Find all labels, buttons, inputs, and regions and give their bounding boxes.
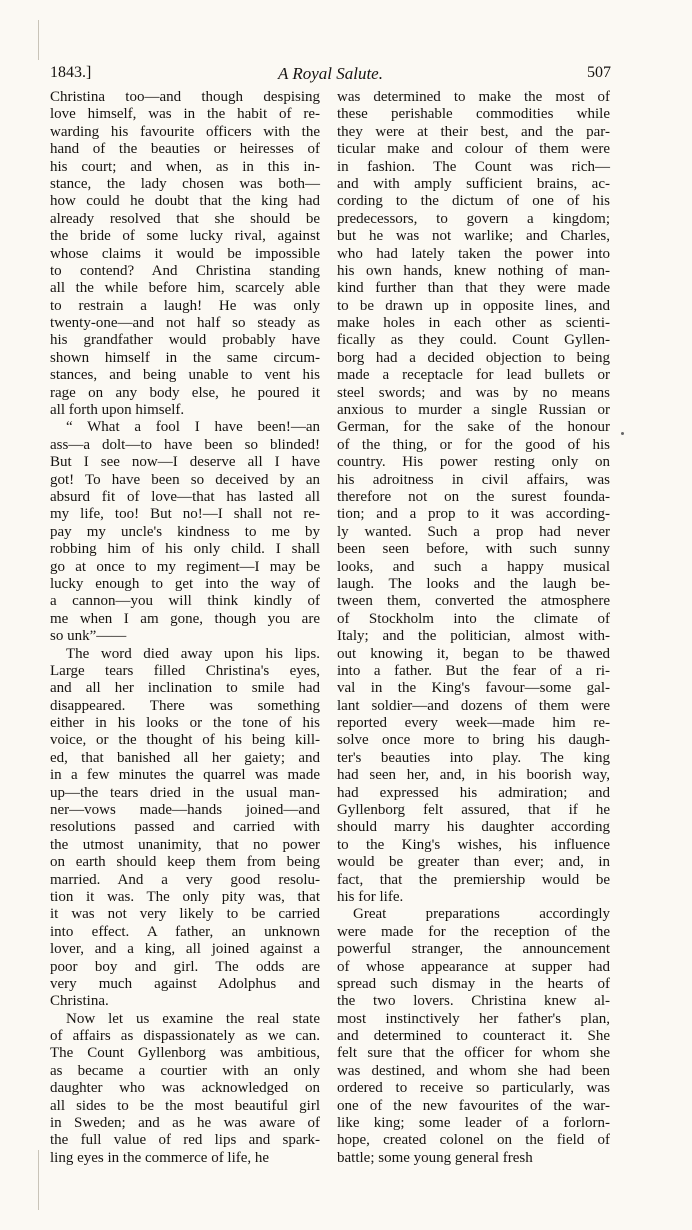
text-line: they were at their best, and the par- [337, 123, 610, 140]
text-line: would be greater than ever; and, in [337, 854, 610, 871]
right-text-column [337, 89, 610, 1167]
text-line: fact, that the premiership would be [337, 871, 610, 888]
page-number: 507 [587, 64, 611, 81]
text-line: Great preparations accordingly [353, 906, 610, 923]
text-line: his grandfather would probably have [50, 332, 320, 349]
text-line: rage on any body else, he poured it [50, 384, 320, 401]
text-line: and with amply sufficient brains, ac- [337, 175, 610, 192]
text-line: one of the new favourites of the war- [337, 1097, 610, 1114]
text-line: “ What a fool I have been!—an [66, 419, 320, 436]
text-line: to restrain a laugh! He was only [50, 297, 320, 314]
text-line: therefore not on the surest founda- [337, 488, 610, 505]
text-line: who had lately taken the power into [337, 245, 610, 262]
text-line: ticular make and colour of them were [337, 141, 610, 158]
text-line: all forth upon himself. [50, 402, 185, 419]
text-line: should marry his daughter according [337, 819, 610, 836]
text-line: his own hands, knew nothing of man- [337, 262, 610, 279]
text-line: to contend? And Christina standing [50, 262, 320, 279]
text-line: The Count Gyllenborg was ambitious, [50, 1045, 320, 1062]
text-line: make holes in each other as scienti- [337, 315, 610, 332]
text-line: twenty-one—and not half so steady as [50, 315, 320, 332]
text-line: ass—a dolt—to have been so blinded! [50, 436, 320, 453]
text-line: ling eyes in the commerce of life, he [50, 1149, 270, 1166]
text-line: looks, and such a happy musical [337, 558, 610, 575]
text-line: tion; and a prop to it was according- [337, 506, 610, 523]
text-line: robbing him of his only child. I shall [50, 541, 320, 558]
text-line: laugh. The looks and the laugh be- [337, 575, 610, 592]
text-line: ly wanted. Such a prop had never [337, 523, 610, 540]
text-line: cording to the dictum of one of his [337, 193, 610, 210]
text-line: country. His power resting only on [337, 454, 610, 471]
text-line: shown himself in the same circum- [50, 349, 320, 366]
text-line: got! To have been so deceived by an [50, 471, 320, 488]
text-line: my life, too! But no!—I shall not re- [50, 506, 320, 523]
text-line: poor boy and girl. The odds are [50, 958, 320, 975]
text-line: up—the tears dried in the usual man- [50, 784, 320, 801]
text-line: in a few minutes the quarrel was made [50, 767, 320, 784]
text-line: of whose appearance at supper had [337, 958, 610, 975]
text-line: out knowing it, began to be thawed [337, 645, 610, 662]
text-line: in Sweden; and as he was aware of [50, 1115, 320, 1132]
text-line: into effect. A father, an unknown [50, 923, 320, 940]
text-line: these perishable commodities while [337, 106, 610, 123]
text-line: of affairs as dispassionately as we can. [50, 1028, 320, 1045]
text-line: voice, or the thought of his being kill- [50, 732, 320, 749]
text-line: the bride of some lucky rival, against [50, 228, 320, 245]
text-line: his for life. [337, 888, 404, 905]
text-line: lover, and a king, all joined against a [50, 941, 320, 958]
text-line: the full value of red lips and spark- [50, 1132, 320, 1149]
text-line: very much against Adolphus and [50, 975, 320, 992]
text-line: married. And a very good resolu- [50, 871, 320, 888]
header-year: 1843.] [50, 64, 92, 81]
text-line: Now let us examine the real state [66, 1010, 320, 1027]
text-line: battle; some young general fresh [337, 1149, 533, 1166]
text-line: ner—vows made—hands joined—and [50, 802, 320, 819]
text-line: solve once more to bring his daugh- [337, 732, 610, 749]
text-line: German, for the sake of the honour [337, 419, 610, 436]
text-line: reported every week—made him re- [337, 715, 610, 732]
page-edge-shadow [38, 20, 39, 60]
text-line: ter's beauties into play. The king [337, 749, 610, 766]
text-line: Christina. [50, 993, 109, 1010]
running-header [50, 64, 611, 86]
text-line: of the thing, or for the good of his [337, 436, 610, 453]
text-line: hand of the beauties or heiresses of [50, 141, 320, 158]
text-line: tween them, converted the atmosphere [337, 593, 610, 610]
text-line: lucky enough to get into the way of [50, 575, 320, 592]
text-line: a cannon—you will think kindly of [50, 593, 320, 610]
text-line: tion it was. The only pity was, that [50, 888, 320, 905]
text-line: anxious to murder a single Russian or [337, 402, 610, 419]
text-line: and determined to counteract it. She [337, 1028, 610, 1045]
text-line: The word died away upon his lips. [66, 645, 320, 662]
text-line: Italy; and the politician, almost with- [337, 628, 610, 645]
text-line: already resolved that she should be [50, 210, 320, 227]
text-line: into a father. But the fear of a ri- [337, 662, 610, 679]
margin-speck [621, 432, 624, 435]
text-line: most instinctively her father's plan, [337, 1010, 610, 1027]
text-line: Christina too—and though despising [50, 89, 320, 105]
text-line: val in the King's favour—some gal- [337, 680, 610, 697]
text-line: in fashion. The Count was rich— [337, 158, 610, 175]
text-line: But I see now—I deserve all I have [50, 454, 320, 471]
text-line: steel swords; and was by no means [337, 384, 610, 401]
text-line: daughter who was acknowledged on [50, 1080, 320, 1097]
text-line: whose claims it would be impossible [50, 245, 320, 262]
text-line: ed, that banished all her gaiety; and [50, 749, 320, 766]
page-edge-shadow-lower [38, 1150, 39, 1210]
text-line: it was not very likely to be carried [50, 906, 320, 923]
text-line: predecessors, to govern a kingdom; [337, 210, 610, 227]
text-line: like king; some leader of a forlorn- [337, 1115, 610, 1132]
text-line: stance, the lady chosen was both— [50, 175, 320, 192]
text-line: ordered to receive so particularly, was [337, 1080, 610, 1097]
text-line: had expressed his admiration; and [337, 784, 610, 801]
text-line: Large tears filled Christina's eyes, [50, 662, 320, 679]
text-line: all the while before him, scarcely able [50, 280, 320, 297]
text-line: felt sure that the officer for whom she [337, 1045, 610, 1062]
text-line: powerful stranger, the announcement [337, 941, 610, 958]
text-line: of Stockholm into the climate of [337, 610, 610, 627]
text-line: his court; and when, as in this in- [50, 158, 320, 175]
text-line: was determined to make the most of [337, 89, 610, 105]
text-line: fically as they could. Count Gyllen- [337, 332, 610, 349]
text-line: to be drawn up in opposite lines, and [337, 297, 610, 314]
text-line: lant soldier—and dozens of them were [337, 697, 610, 714]
text-line: and all her inclination to smile had [50, 680, 320, 697]
header-title: A Royal Salute. [278, 64, 383, 83]
text-line: his adroitness in civil affairs, was [337, 471, 610, 488]
text-line: how could he doubt that the king had [50, 193, 320, 210]
text-line: so unk”—— [50, 628, 127, 645]
text-line: either in his looks or the tone of his [50, 715, 320, 732]
text-line: all sides to be the most beautiful girl [50, 1097, 320, 1114]
left-text-column [50, 89, 320, 1167]
text-line: borg had a decided objection to being [337, 349, 610, 366]
text-line: the utmost unanimity, that no power [50, 836, 320, 853]
text-line: resolutions passed and carried with [50, 819, 320, 836]
text-line: was destined, and whom she had been [337, 1062, 610, 1079]
text-line: go at once to my regiment—I may be [50, 558, 320, 575]
text-line: Gyllenborg felt assured, that if he [337, 802, 610, 819]
text-line: made a receptacle for lead bullets or [337, 367, 610, 384]
text-line: disappeared. There was something [50, 697, 320, 714]
text-line: had seen her, and, in his boorish way, [337, 767, 610, 784]
text-line: on earth should keep them from being [50, 854, 320, 871]
text-line: but he was not warlike; and Charles, [337, 228, 610, 245]
text-line: warding his favourite officers with the [50, 123, 320, 140]
text-line: the two lovers. Christina knew al- [337, 993, 610, 1010]
text-line: as became a courtier with an only [50, 1062, 320, 1079]
text-line: pay my uncle's kindness to me by [50, 523, 320, 540]
text-line: kind further than that they were made [337, 280, 610, 297]
text-line: stances, and being unable to vent his [50, 367, 320, 384]
text-line: spread such dismay in the hearts of [337, 975, 610, 992]
text-line: absurd fit of love—that has lasted all [50, 488, 320, 505]
text-line: hope, created colonel on the field of [337, 1132, 610, 1149]
text-line: love himself, was in the habit of re- [50, 106, 320, 123]
text-line: were made for the reception of the [337, 923, 610, 940]
text-line: to the King's wishes, his influence [337, 836, 610, 853]
text-line: me when I am gone, though you are [50, 610, 320, 627]
text-line: been seen before, with such sunny [337, 541, 610, 558]
